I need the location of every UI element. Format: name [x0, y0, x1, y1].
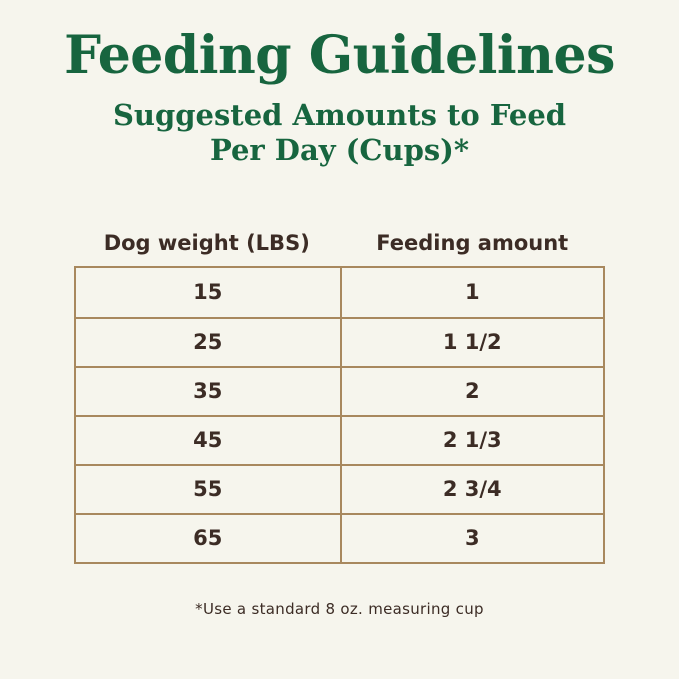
weight-cell: 15: [193, 280, 223, 305]
amount-cell: 2 1/3: [340, 415, 604, 464]
weight-cell: 45: [76, 415, 340, 464]
amount-cell: 1: [340, 268, 604, 317]
weight-cell: 55: [76, 464, 340, 513]
feeding-table: [74, 266, 605, 564]
subtitle-line-1: Suggested Amounts to Feed: [112, 97, 567, 132]
footnote: *Use a standard 8 oz. measuring cup: [195, 599, 484, 618]
weight-cell: 25: [76, 317, 340, 366]
weight-cell: 65: [76, 513, 340, 562]
amount-cell: 3: [340, 513, 604, 562]
page-subtitle: [0, 98, 679, 168]
column-header-dog-weight: Dog weight (LBS): [103, 230, 310, 255]
page-title: Feeding Guidelines: [64, 25, 615, 86]
weight-cell: 35: [76, 366, 340, 415]
column-header-feeding-amount: Feeding amount: [376, 230, 569, 255]
subtitle-line-2: Per Day (Cups)*: [209, 132, 470, 167]
amount-cell: 2 3/4: [340, 464, 604, 513]
amount-cell: 2: [340, 366, 604, 415]
amount-cell: 1 1/2: [340, 317, 604, 366]
table-column-headers: [74, 230, 605, 266]
feeding-table-area: [74, 230, 605, 564]
